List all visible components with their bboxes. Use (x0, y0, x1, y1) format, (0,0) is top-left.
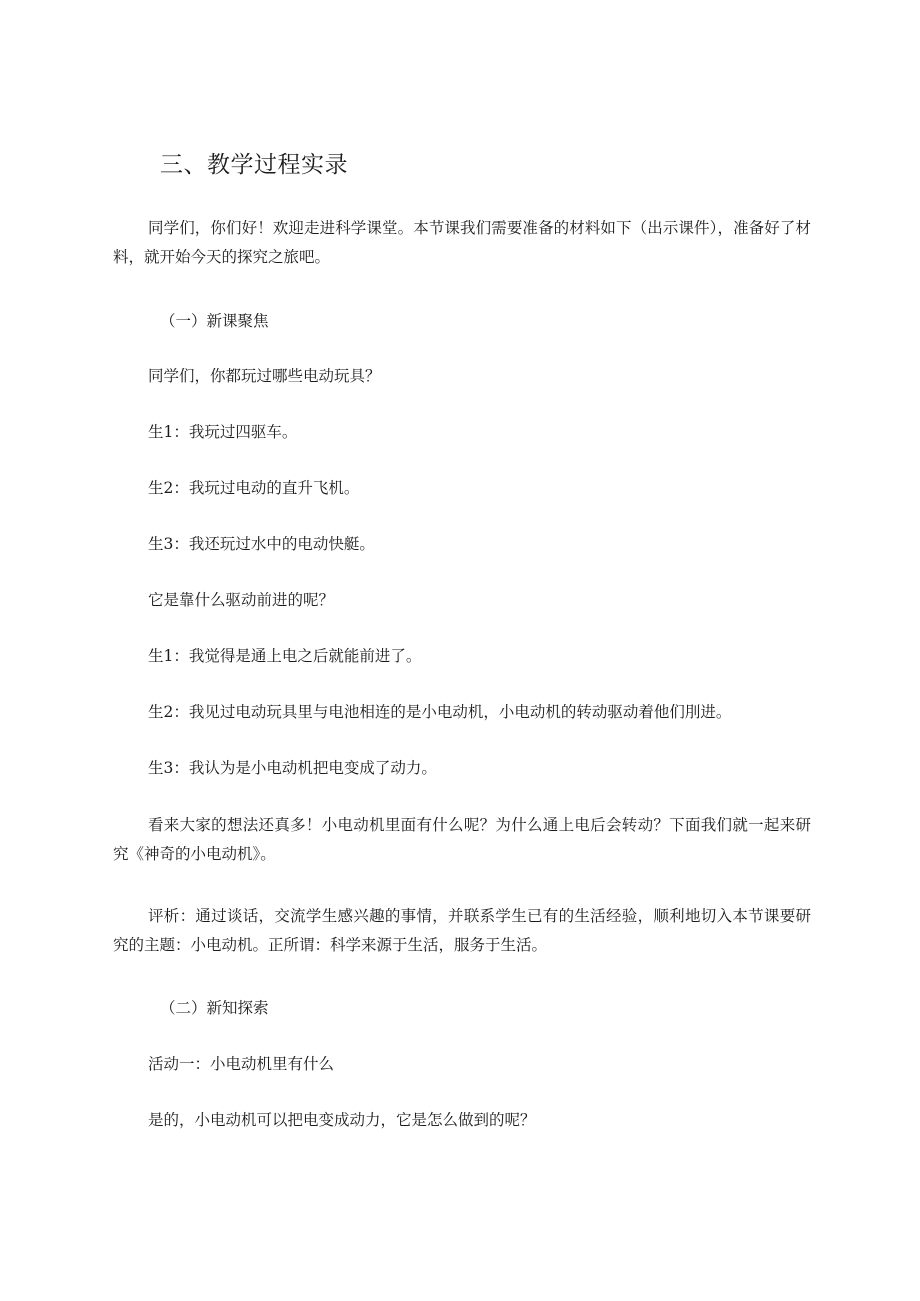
activity-heading: 活动一：小电动机里有什么 (148, 1055, 335, 1073)
transition-paragraph: 看来大家的想法还真多！小电动机里面有什么呢？为什么通上电后会转动？下面我们就一起来研究《神奇的小电动机》。 (113, 816, 811, 863)
section-heading: 三、教学过程实录 (160, 152, 348, 178)
part1-heading: （一）新课聚焦 (160, 312, 269, 330)
student-answer: 生3：我认为是小电动机把电变成了动力。 (148, 759, 437, 777)
part2-heading: （二）新知探索 (160, 999, 269, 1017)
question-paragraph: 它是靠什么驱动前进的呢？ (148, 591, 335, 609)
student-answer: 生1：我觉得是通上电之后就能前进了。 (148, 647, 422, 665)
commentary-paragraph: 评析：通过谈话，交流学生感兴趣的事情，并联系学生已有的生活经验，顺利地切入本节课要研究的主题：小电动机。正所谓：科学来源于生活，服务于生活。 (113, 907, 811, 954)
intro-paragraph: 同学们，你们好！欢迎走进科学课堂。本节课我们需要准备的材料如下（出示课件），准备好了材料，就开始今天的探究之旅吧。 (113, 219, 811, 266)
student-answer: 生2：我玩过电动的直升飞机。 (148, 479, 360, 497)
question-paragraph: 同学们，你都玩过哪些电动玩具？ (148, 367, 381, 385)
student-answer: 生2：我见过电动玩具里与电池相连的是小电动机，小电动机的转动驱动着他们刖进。 (148, 703, 732, 721)
student-answer: 生3：我还玩过水中的电动快艇。 (148, 535, 375, 553)
student-answer: 生1：我玩过四驱车。 (148, 423, 298, 441)
question-paragraph: 是的，小电动机可以把电变成动力，它是怎么做到的呢？ (148, 1111, 536, 1129)
